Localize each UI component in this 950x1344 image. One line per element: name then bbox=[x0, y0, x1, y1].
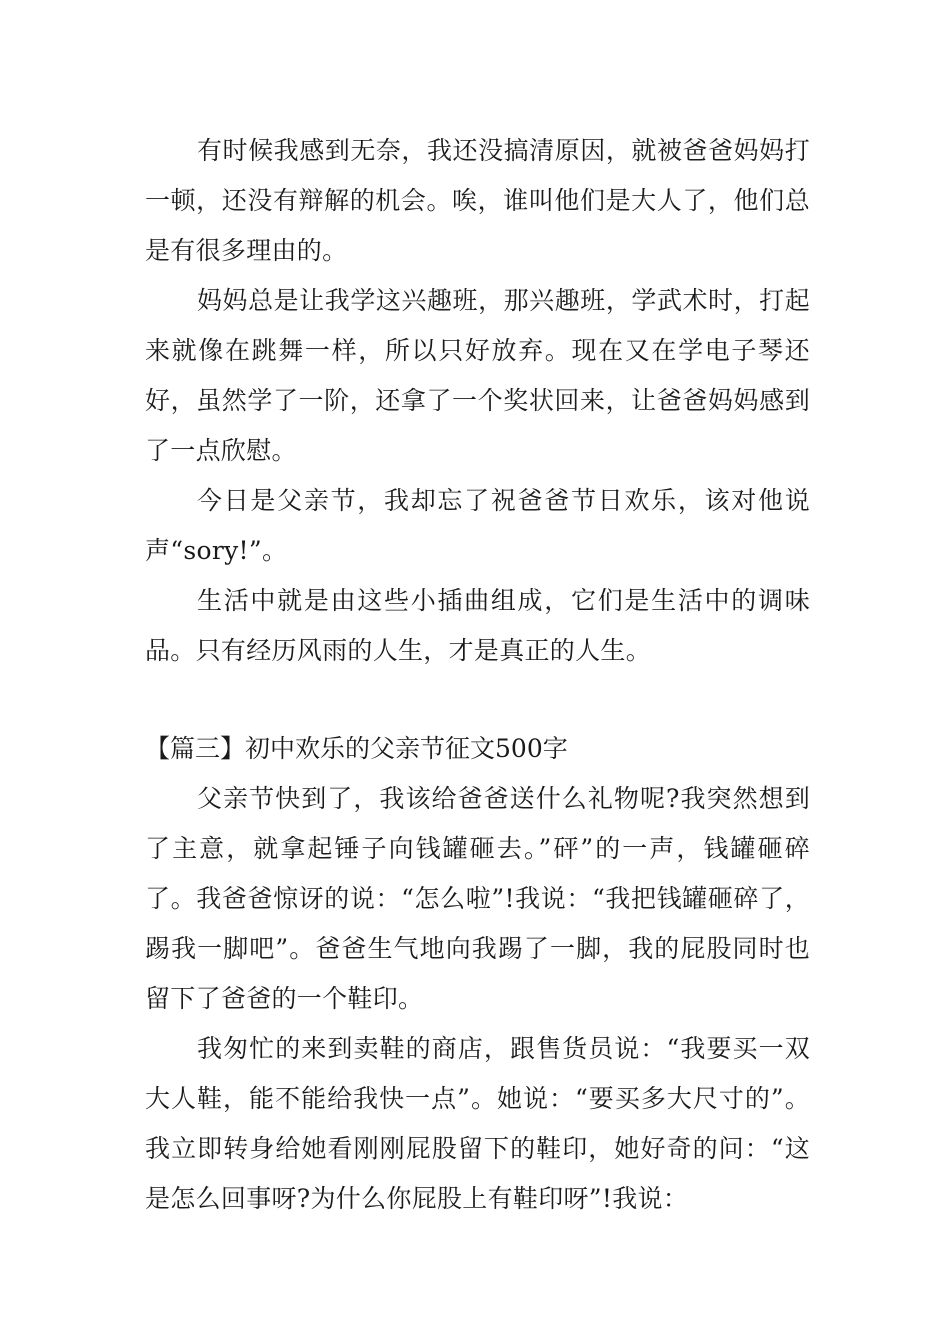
essay-continuation bbox=[145, 126, 810, 676]
paragraph: 生活中就是由这些小插曲组成，它们是生活中的调味品。只有经历风雨的人生，才是真正的人生。 bbox=[145, 586, 810, 665]
paragraph: 父亲节快到了，我该给爸爸送什么礼物呢?我突然想到了主意，就拿起锤子向钱罐砸去。”砰”的一声，钱罐砸碎了。我爸爸惊讶的说：“怎么啦”!我说：“我把钱罐砸碎了，踢我一脚吧”。爸爸生气地向我踢了一脚，我的屁股同时也留下了爸爸的一个鞋印。 bbox=[145, 784, 810, 1013]
section-body bbox=[145, 774, 810, 1224]
section-title: 【篇三】初中欢乐的父亲节征文500字 bbox=[145, 734, 568, 763]
paragraph: 我匆忙的来到卖鞋的商店，跟售货员说：“我要买一双大人鞋，能不能给我快一点”。她说：“要买多大尺寸的”。我立即转身给她看刚刚屁股留下的鞋印，她好奇的问：“这是怎么回事呀?为什么你屁股上有鞋印呀”!我说： bbox=[145, 1034, 810, 1213]
paragraph: 妈妈总是让我学这兴趣班，那兴趣班，学武术时，打起来就像在跳舞一样，所以只好放弃。现在又在学电子琴还好，虽然学了一阶，还拿了一个奖状回来，让爸爸妈妈感到了一点欣慰。 bbox=[145, 286, 810, 465]
paragraph: 有时候我感到无奈，我还没搞清原因，就被爸爸妈妈打一顿，还没有辩解的机会。唉，谁叫他们是大人了，他们总是有很多理由的。 bbox=[145, 136, 810, 265]
paragraph: 今日是父亲节，我却忘了祝爸爸节日欢乐，该对他说声“sory!”。 bbox=[145, 486, 810, 565]
